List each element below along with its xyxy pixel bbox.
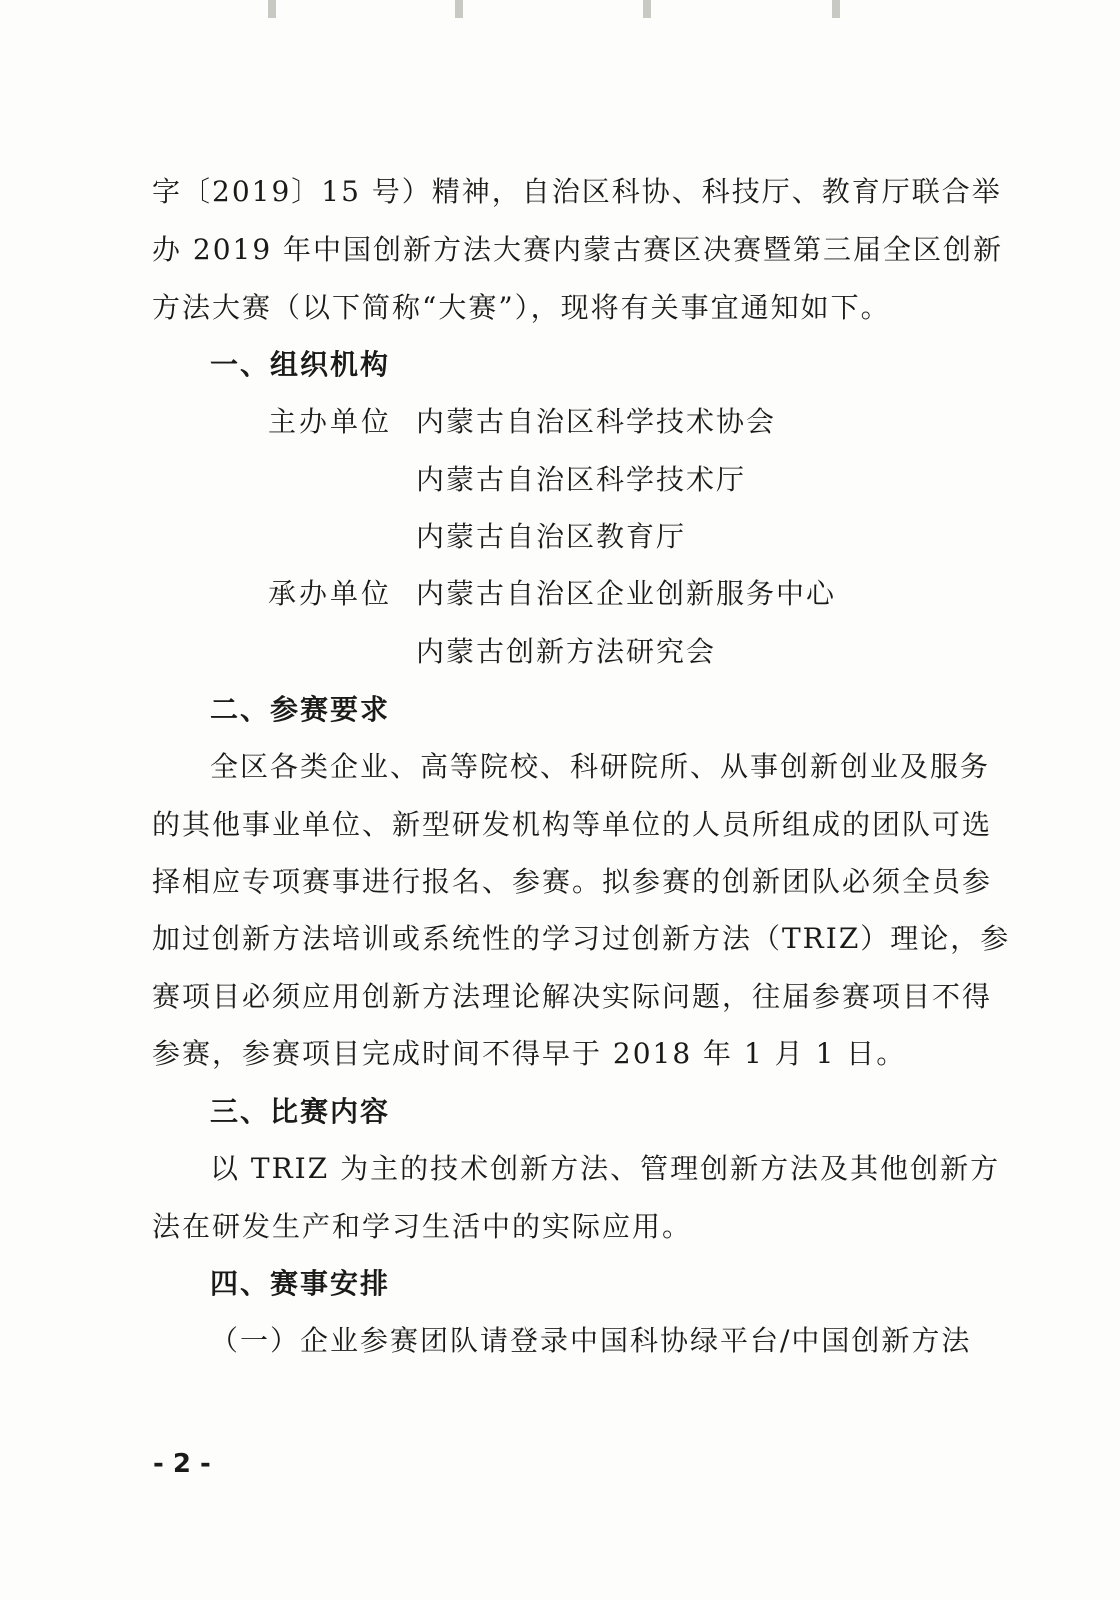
host-name: 内蒙古自治区科学技术协会 <box>416 405 777 438</box>
intro-line: 字〔2019〕15 号）精神，自治区科协、科技厅、教育厅联合举 <box>152 175 1002 208</box>
scan-edge-mark <box>455 0 463 18</box>
schedule-line: （一）企业参赛团队请登录中国科协绿平台/中国创新方法 <box>210 1324 972 1357</box>
section-heading-schedule: 四、赛事安排 <box>210 1267 391 1300</box>
page-number: - 2 - <box>153 1449 211 1479</box>
requirements-line: 参赛，参赛项目完成时间不得早于 2018 年 1 月 1 日。 <box>152 1037 907 1070</box>
undertaker-label: 承办单位 <box>268 577 393 610</box>
requirements-line: 择相应专项赛事进行报名、参赛。拟参赛的创新团队必须全员参 <box>152 865 993 898</box>
requirements-line: 加过创新方法培训或系统性的学习过创新方法（TRIZ）理论，参 <box>152 922 1011 955</box>
section-heading-content: 三、比赛内容 <box>210 1095 391 1128</box>
host-label: 主办单位 <box>268 405 393 438</box>
section-heading-organization: 一、组织机构 <box>210 348 391 381</box>
scan-edge-mark <box>643 0 651 18</box>
host-name: 内蒙古自治区科学技术厅 <box>416 463 747 496</box>
section-heading-requirements: 二、参赛要求 <box>210 693 391 726</box>
intro-line: 方法大赛（以下简称“大赛”），现将有关事宜通知如下。 <box>152 291 891 324</box>
undertaker-name: 内蒙古自治区企业创新服务中心 <box>416 577 837 610</box>
intro-line: 办 2019 年中国创新方法大赛内蒙古赛区决赛暨第三届全区创新 <box>152 233 1004 266</box>
requirements-line: 全区各类企业、高等院校、科研院所、从事创新创业及服务 <box>210 750 991 783</box>
undertaker-name: 内蒙古创新方法研究会 <box>416 635 717 668</box>
content-line: 以 TRIZ 为主的技术创新方法、管理创新方法及其他创新方 <box>210 1152 1001 1185</box>
scan-edge-mark <box>832 0 840 18</box>
host-name: 内蒙古自治区教育厅 <box>416 520 687 553</box>
content-line: 法在研发生产和学习生活中的实际应用。 <box>152 1210 693 1243</box>
requirements-line: 赛项目必须应用创新方法理论解决实际问题，往届参赛项目不得 <box>152 980 993 1013</box>
requirements-line: 的其他事业单位、新型研发机构等单位的人员所组成的团队可选 <box>152 808 993 841</box>
scan-edge-mark <box>268 0 276 18</box>
